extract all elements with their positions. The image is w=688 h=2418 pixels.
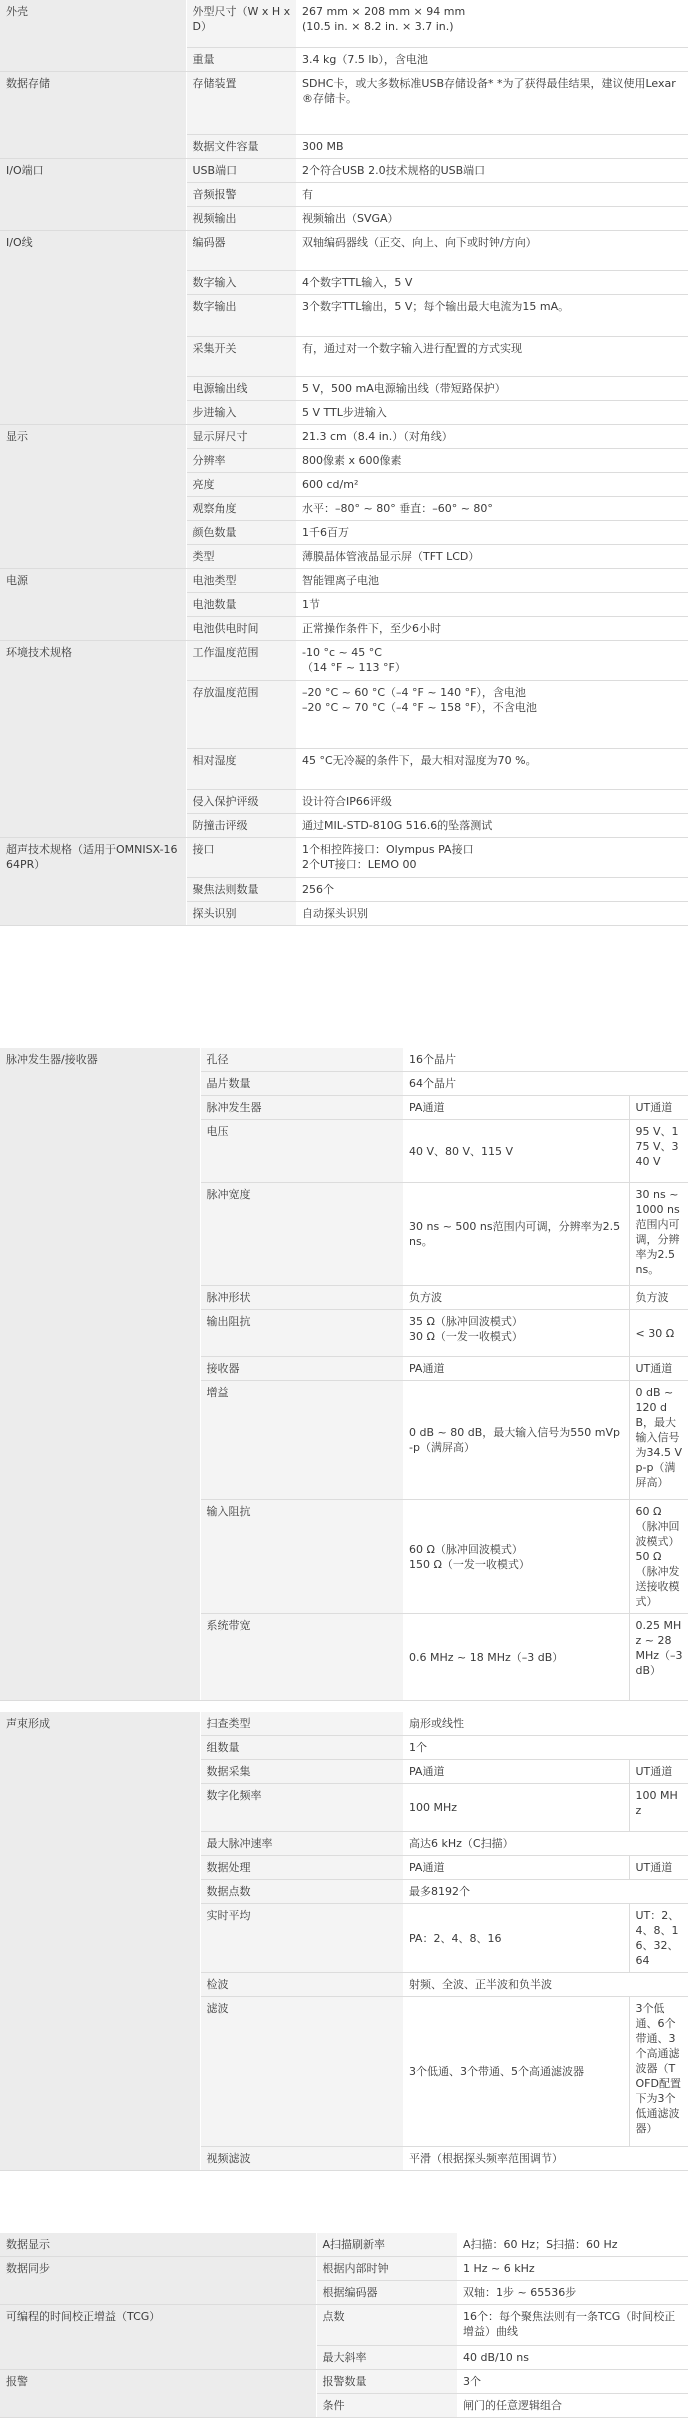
spec-label: 视频输出 — [186, 206, 296, 230]
spec-label: 最大脉冲速率 — [200, 1832, 403, 1856]
spec-value: 16个：每个聚焦法则有一条TCG（时间校正增益）曲线 — [457, 2305, 688, 2346]
spec-value: 16个晶片 — [403, 1048, 688, 1072]
spec-label: 脉冲发生器 — [200, 1096, 403, 1120]
spec-value: 双轴编码器线（正交、向上、向下或时钟/方向） — [296, 230, 688, 270]
spec-label: 视频滤波 — [200, 2147, 403, 2171]
spec-label: 分辨率 — [186, 448, 296, 472]
spec-label: 输入阻抗 — [200, 1500, 403, 1614]
category-cell: 电源 — [0, 568, 186, 640]
pa-value: 0.6 MHz ~ 18 MHz（–3 dB） — [403, 1614, 629, 1701]
spec-value — [296, 0, 688, 47]
pa-value: 30 ns ~ 500 ns范围内可调，分辨率为2.5 ns。 — [403, 1183, 629, 1286]
spec-table-general — [0, 0, 688, 926]
spec-value: 3个 — [457, 2370, 688, 2394]
spec-label: 接收器 — [200, 1357, 403, 1381]
spec-label: USB端口 — [186, 158, 296, 182]
spec-row — [0, 424, 688, 448]
spec-row — [0, 2233, 688, 2257]
spec-value: SDHC卡，或大多数标准USB存储设备* *为了获得最佳结果，建议使用Lexar®存储卡。 — [296, 71, 688, 134]
category-cell: 脉冲发生器/接收器 — [0, 1048, 200, 1701]
spec-label: 数据文件容量 — [186, 134, 296, 158]
ut-value: 30 ns ~ 1000 ns范围内可调，分辨率为2.5 ns。 — [629, 1183, 688, 1286]
pa-value: 100 MHz — [403, 1784, 629, 1832]
spec-label: 电源输出线 — [186, 376, 296, 400]
pa-value — [403, 1500, 629, 1614]
spec-row — [0, 640, 688, 680]
spec-label: 编码器 — [186, 230, 296, 270]
spec-label: 采集开关 — [186, 336, 296, 376]
spec-label: 报警数量 — [316, 2370, 457, 2394]
spec-value: 平滑（根据探头频率范围调节） — [403, 2147, 688, 2171]
spec-label: 系统带宽 — [200, 1614, 403, 1701]
spec-label: 电池类型 — [186, 568, 296, 592]
spec-value: 21.3 cm（8.4 in.）（对角线） — [296, 424, 688, 448]
spec-value: 1节 — [296, 592, 688, 616]
value-line: 1个相控阵接口：Olympus PA接口 — [302, 842, 474, 856]
spec-row — [0, 230, 688, 270]
spec-row — [0, 1048, 688, 1072]
ut-value: < 30 Ω — [629, 1310, 688, 1357]
category-cell: 显示 — [0, 424, 186, 568]
spec-table-data — [0, 2233, 688, 2418]
spec-label: 最大斜率 — [316, 2346, 457, 2370]
spec-label: 点数 — [316, 2305, 457, 2346]
ut-value: 3个低通、6个带通、3个高通滤波器（TOFD配置下为3个低通滤波器） — [629, 1997, 688, 2147]
spec-row — [0, 1712, 688, 1736]
spec-value: 300 MB — [296, 134, 688, 158]
value-line: 150 Ω（一发一收模式） — [409, 1557, 530, 1571]
spec-row — [0, 2257, 688, 2281]
spec-label: 检波 — [200, 1973, 403, 1997]
category-cell: 声束形成 — [0, 1712, 200, 2171]
value-line: 60 Ω（脉冲回波模式） — [409, 1542, 523, 1556]
ut-value: 100 MHz — [629, 1784, 688, 1832]
spec-value: 800像素 x 600像素 — [296, 448, 688, 472]
ut-value: UT通道 — [629, 1357, 688, 1381]
spec-label: 扫查类型 — [200, 1712, 403, 1736]
ut-value: 0 dB ~ 120 dB，最大输入信号为34.5 Vp-p（满屏高） — [629, 1381, 688, 1500]
spec-label: 数字输出 — [186, 294, 296, 336]
spec-value: 水平：–80° ~ 80° 垂直：–60° ~ 80° — [296, 496, 688, 520]
spec-label: 观察角度 — [186, 496, 296, 520]
spec-value: 1千6百万 — [296, 520, 688, 544]
spec-value: 智能锂离子电池 — [296, 568, 688, 592]
spec-label: 电池供电时间 — [186, 616, 296, 640]
spec-value: 射频、全波、正半波和负半波 — [403, 1973, 688, 1997]
value-line: 60 Ω（脉冲回波模式） — [635, 1505, 680, 1548]
spec-value: 600 cd/m² — [296, 472, 688, 496]
spec-value: 5 V，500 mA电源输出线（带短路保护） — [296, 376, 688, 400]
ut-value: 0.25 MHz ~ 28 MHz（–3 dB） — [629, 1614, 688, 1701]
spec-value: 设计符合IP66评级 — [296, 789, 688, 813]
spec-value: 256个 — [296, 877, 688, 901]
spec-value — [296, 640, 688, 680]
spec-value: 1 Hz ~ 6 kHz — [457, 2257, 688, 2281]
spec-label: 存放温度范围 — [186, 680, 296, 748]
spec-row — [0, 837, 688, 877]
spec-label: 音频报警 — [186, 182, 296, 206]
category-cell: 可编程的时间校正增益（TCG） — [0, 2305, 316, 2370]
spec-label: 重量 — [186, 47, 296, 71]
ut-value — [629, 1500, 688, 1614]
spec-label: 数据点数 — [200, 1880, 403, 1904]
ut-value: UT通道 — [629, 1096, 688, 1120]
spec-label: 工作温度范围 — [186, 640, 296, 680]
value-line: 267 mm × 208 mm × 94 mm — [302, 5, 466, 18]
spec-value: 双轴：1步 ~ 65536步 — [457, 2281, 688, 2305]
value-line: 2个UT接口：LEMO 00 — [302, 857, 417, 871]
ut-value: 负方波 — [629, 1286, 688, 1310]
category-cell: 外壳 — [0, 0, 186, 71]
spec-value: 4个数字TTL输入，5 V — [296, 270, 688, 294]
spec-value: 2个符合USB 2.0技术规格的USB端口 — [296, 158, 688, 182]
spec-table-beamforming — [0, 1712, 688, 2171]
spec-value: 1个 — [403, 1736, 688, 1760]
spec-label: 脉冲宽度 — [200, 1183, 403, 1286]
category-cell: I/O端口 — [0, 158, 186, 230]
spec-label: 步进输入 — [186, 400, 296, 424]
ut-value: 95 V、175 V、340 V — [629, 1120, 688, 1183]
pa-value: 40 V、80 V、115 V — [403, 1120, 629, 1183]
spec-value: 3.4 kg（7.5 lb），含电池 — [296, 47, 688, 71]
spec-table-pulser-receiver — [0, 1048, 688, 1701]
spec-label: 根据内部时钟 — [316, 2257, 457, 2281]
pa-value — [403, 1310, 629, 1357]
spec-label: 探头识别 — [186, 901, 296, 925]
spec-label: 防撞击评级 — [186, 813, 296, 837]
spec-value: 扇形或线性 — [403, 1712, 688, 1736]
spec-value: 64个晶片 — [403, 1072, 688, 1096]
spec-row — [0, 568, 688, 592]
spec-value: 自动探头识别 — [296, 901, 688, 925]
pa-value: 负方波 — [403, 1286, 629, 1310]
category-cell: 报警 — [0, 2370, 316, 2418]
spec-label: 电压 — [200, 1120, 403, 1183]
value-line: –20 °C ~ 70 °C（–4 °F ~ 158 °F），不含电池 — [302, 700, 537, 714]
spec-label: 数字输入 — [186, 270, 296, 294]
spec-label: 数字化频率 — [200, 1784, 403, 1832]
spec-label: 增益 — [200, 1381, 403, 1500]
spec-row — [0, 71, 688, 134]
ut-value: UT：2、4、8、16、32、64 — [629, 1904, 688, 1973]
spec-label: 接口 — [186, 837, 296, 877]
spec-row — [0, 2305, 688, 2346]
pa-value: 3个低通、3个带通、5个高通滤波器 — [403, 1997, 629, 2147]
spec-label: 亮度 — [186, 472, 296, 496]
value-line: 30 Ω（一发一收模式） — [409, 1330, 523, 1343]
value-line: 35 Ω（脉冲回波模式） — [409, 1315, 523, 1328]
pa-value: PA通道 — [403, 1096, 629, 1120]
value-line: (10.5 in. × 8.2 in. × 3.7 in.) — [302, 20, 454, 33]
spec-label: 数据采集 — [200, 1760, 403, 1784]
spec-value: 有 — [296, 182, 688, 206]
category-cell: I/O线 — [0, 230, 186, 424]
spec-value: 通过MIL-STD-810G 516.6的坠落测试 — [296, 813, 688, 837]
pa-value: PA：2、4、8、16 — [403, 1904, 629, 1973]
spec-value: 5 V TTL步进输入 — [296, 400, 688, 424]
category-cell: 环境技术规格 — [0, 640, 186, 837]
spec-label: 孔径 — [200, 1048, 403, 1072]
spec-label: 晶片数量 — [200, 1072, 403, 1096]
spec-label: A扫描刷新率 — [316, 2233, 457, 2257]
spec-value: 最多8192个 — [403, 1880, 688, 1904]
spec-value: 视频输出（SVGA） — [296, 206, 688, 230]
spec-label: 组数量 — [200, 1736, 403, 1760]
value-line: 50 Ω（脉冲发送接收模式） — [635, 1550, 680, 1608]
category-cell: 数据同步 — [0, 2257, 316, 2305]
spec-label: 存储装置 — [186, 71, 296, 134]
spec-value: 45 °C无冷凝的条件下，最大相对湿度为70 %。 — [296, 748, 688, 789]
spec-label: 脉冲形状 — [200, 1286, 403, 1310]
value-line: –20 °C ~ 60 °C（–4 °F ~ 140 °F），含电池 — [302, 685, 526, 699]
spec-label: 输出阻抗 — [200, 1310, 403, 1357]
pa-value: PA通道 — [403, 1856, 629, 1880]
spec-value: 有，通过对一个数字输入进行配置的方式实现 — [296, 336, 688, 376]
ut-value: UT通道 — [629, 1760, 688, 1784]
pa-value: PA通道 — [403, 1760, 629, 1784]
value-line: （14 °F ~ 113 °F） — [302, 660, 406, 674]
spec-label: 颜色数量 — [186, 520, 296, 544]
spec-value: 薄膜晶体管液晶显示屏（TFT LCD） — [296, 544, 688, 568]
spec-row — [0, 2370, 688, 2394]
spec-label: 外型尺寸（W x H x D） — [186, 0, 296, 47]
spec-label: 相对湿度 — [186, 748, 296, 789]
spec-label: 电池数量 — [186, 592, 296, 616]
category-cell: 超声技术规格（适用于OMNISX-1664PR） — [0, 837, 186, 925]
spec-value — [296, 680, 688, 748]
category-cell: 数据显示 — [0, 2233, 316, 2257]
spec-label: 根据编码器 — [316, 2281, 457, 2305]
category-cell: 数据存储 — [0, 71, 186, 158]
ut-value: UT通道 — [629, 1856, 688, 1880]
spec-label: 数据处理 — [200, 1856, 403, 1880]
spec-label: 类型 — [186, 544, 296, 568]
spec-row — [0, 0, 688, 47]
spec-label: 实时平均 — [200, 1904, 403, 1973]
spec-label: 聚焦法则数量 — [186, 877, 296, 901]
value-line: -10 °c ~ 45 °C — [302, 645, 382, 659]
spec-value: 闸门的任意逻辑组合 — [457, 2394, 688, 2418]
spec-label: 条件 — [316, 2394, 457, 2418]
spec-label: 侵入保护评级 — [186, 789, 296, 813]
spec-label: 显示屏尺寸 — [186, 424, 296, 448]
spec-value — [296, 837, 688, 877]
pa-value: 0 dB ~ 80 dB，最大输入信号为550 mVp-p（满屏高） — [403, 1381, 629, 1500]
spec-row — [0, 158, 688, 182]
pa-value: PA通道 — [403, 1357, 629, 1381]
spec-label: 滤波 — [200, 1997, 403, 2147]
spec-value: 3个数字TTL输出，5 V；每个输出最大电流为15 mA。 — [296, 294, 688, 336]
spec-value: A扫描：60 Hz；S扫描：60 Hz — [457, 2233, 688, 2257]
spec-value: 高达6 kHz（C扫描） — [403, 1832, 688, 1856]
spec-value: 40 dB/10 ns — [457, 2346, 688, 2370]
spec-value: 正常操作条件下，至少6小时 — [296, 616, 688, 640]
